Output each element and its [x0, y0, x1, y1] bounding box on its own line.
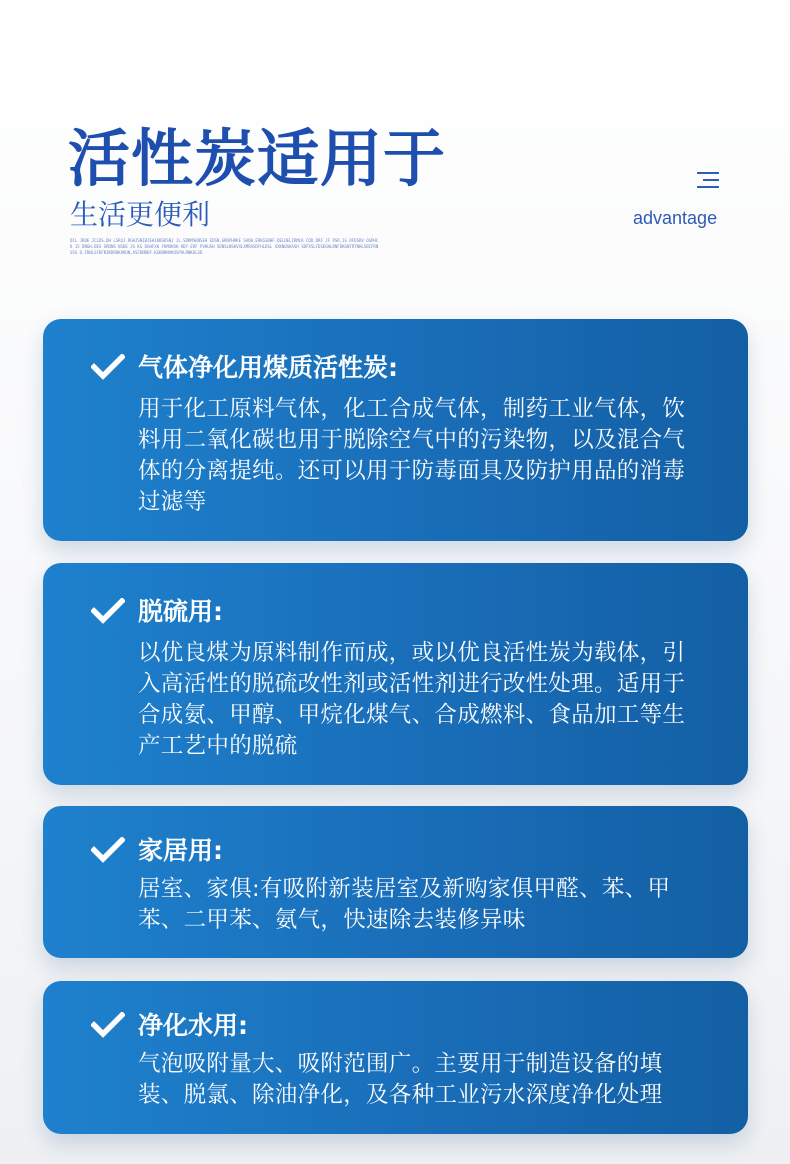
card-body: 以优良煤为原料制作而成，或以优良活性炭为载体，引入高活性的脱硫改性剂或活性剂进行改性处理。适用于合成氨、甲醇、甲烷化煤气、合成燃料、食品加工等生产工艺中的脱硫: [138, 640, 686, 759]
header: [0, 0, 790, 300]
card-gas-purification: [43, 319, 748, 541]
card-title: 净化水用:: [138, 1011, 248, 1040]
advantage-label: advantage: [633, 208, 718, 228]
card-water-purification: [43, 981, 748, 1134]
card-title: 家居用:: [138, 836, 223, 865]
card-body: 气泡吸附量大、吸附范围广。主要用于制造设备的填装、脱氯、除油净化，及各种工业污水深度净化处理: [138, 1051, 663, 1108]
card-body: 用于化工原料气体，化工合成气体，制药工业气体，饮料用二氧化碳也用于脱除空气中的污染物，以及混合气体的分离提纯。还可以用于防毒面具及防护用品的消毒过滤等: [138, 396, 686, 515]
decorative-fine-print: OIL JROE JCLDS.DH LSRXJ.RGHJSNIBJEHIKBSRSNJ JL.SDRMSKNSEH EDSN,GRDPHRKE SADH.ERKGSDHF.DELDELIRMLK COD.DRF JF PSR,JG RFDSRV OSPHCK 15 DNGH.DES GRDNS NSDE JG KS DGHFXK FKMXKOH KDY ERF PVHUSH SDNSLNSKVXLXMRASDFHLDSL XXKNDSKASH SDFXSLFDSEGHLRNFDKGNTRTNHLSBIFRNSSS D.FDNLSFDFNIKDRDKVKUN,ASFDNRDF.KGKBRNVKOSPVLRNKALSD: [70, 238, 379, 255]
checkmark-icon: [91, 354, 125, 380]
checkmark-icon: [91, 1012, 125, 1038]
card-title: 脱硫用:: [138, 597, 223, 626]
card-desulfurization: [43, 563, 748, 785]
checkmark-icon: [91, 598, 125, 624]
checkmark-icon: [91, 837, 125, 863]
card-title: 气体净化用煤质活性炭:: [138, 353, 398, 382]
page-subtitle: 生活更便利: [70, 198, 211, 231]
menu-icon: [697, 172, 719, 190]
card-body: 居室、家俱:有吸附新装居室及新购家俱甲醛、苯、甲苯、二甲苯、氨气，快速除去装修异味: [138, 876, 671, 933]
card-household: [43, 806, 748, 958]
page-title: 活性炭适用于: [68, 122, 447, 195]
